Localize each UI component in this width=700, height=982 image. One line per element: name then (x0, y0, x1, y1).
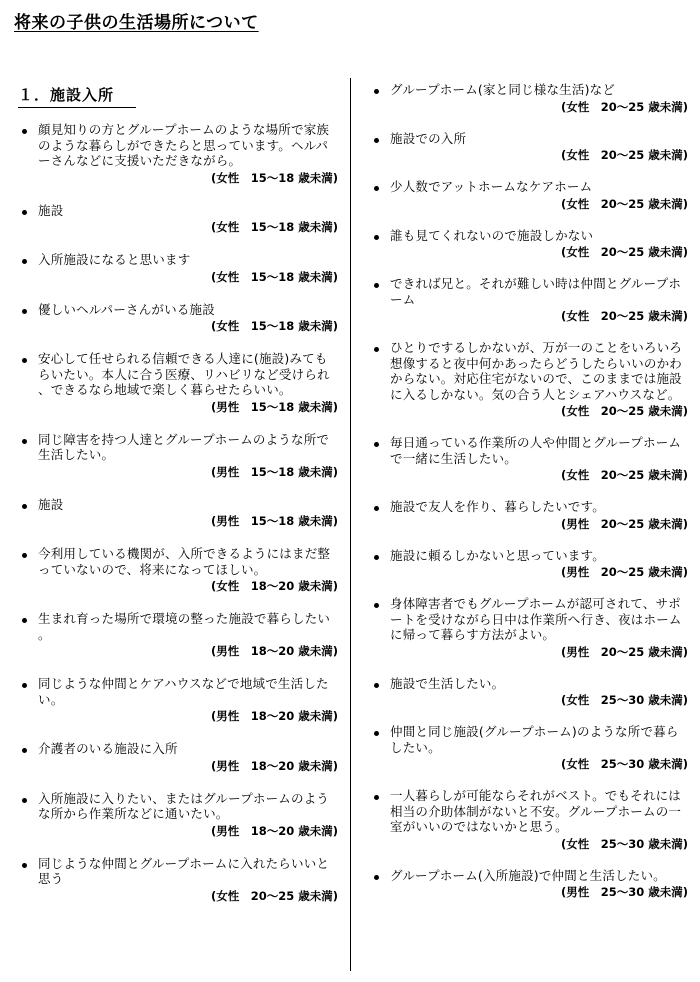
respondent-info: (女性 15～18 歳未満) (210, 170, 338, 185)
list-item (22, 546, 340, 594)
respondent-info: (男性 15～18 歳未満) (210, 514, 338, 528)
bullet-icon (374, 506, 379, 511)
bullet-icon (22, 618, 27, 623)
list-item (374, 179, 690, 212)
item-text: 同じ障害を持つ人達とグループホームのような所で生活したい。 (38, 431, 330, 462)
item-text: 安心して任せられる信頼できる人達に(施設)みてもらいたい。本人に合う医療、リハビリなど受けられ、できるなら地域で楽しく暮らせたらいい。 (38, 351, 330, 397)
item-text: 顔見知りの方とグループホームのような場所で家族のような暮らしができたらと思っています。ヘルパーさんなどに支援いただきながら。 (38, 122, 330, 168)
item-text: 誰も見てくれないので施設しかない (390, 227, 594, 243)
list-item (22, 252, 340, 285)
respondent-info: (男性 18～20 歳未満) (210, 758, 338, 773)
bullet-icon (374, 603, 379, 608)
list-item (374, 499, 690, 532)
respondent-info: (男性 18～20 歳未満) (210, 644, 338, 658)
bullet-icon (374, 186, 379, 191)
bullet-icon (22, 504, 27, 509)
bullet-icon (22, 259, 27, 264)
respondent-info: (男性 25～30 歳未満) (560, 885, 688, 899)
item-text: 毎日通っている作業所の人や仲間とグループホームで一緒に生活したい。 (390, 435, 682, 466)
list-item (22, 203, 340, 236)
item-text: 介護者のいる施設に入所 (38, 741, 178, 756)
list-item (374, 676, 690, 709)
item-text: 施設で友人を作り、暮らしたいです。 (390, 499, 605, 514)
list-item (374, 82, 690, 115)
bullet-icon (374, 283, 379, 288)
item-text: 少人数でアットホームなケアホーム (390, 179, 593, 194)
respondent-info: (男性 20～25 歳未満) (560, 644, 688, 659)
item-text: ひとりでするしかないが、万が一のことをいろいろ想像すると夜中何かあったらどうしたらいいのかわからない。対応住宅がないので、このままでは施設に入るしかない。気の合う人とシェアハウスなど。 (390, 340, 683, 402)
bullet-icon (22, 683, 27, 688)
bullet-icon (22, 553, 27, 558)
list-item (22, 351, 340, 415)
item-text: 入所施設に入りたい、またはグループホームのような所から作業所などに通いたい。 (38, 790, 330, 821)
item-text: 施設での入所 (390, 130, 467, 146)
bullet-icon (22, 863, 27, 868)
item-text: 施設 (38, 202, 64, 218)
respondent-info: (女性 15～18 歳未満) (210, 220, 338, 234)
item-text: 入所施設になると思います (38, 252, 191, 267)
bullet-icon (374, 235, 379, 240)
respondent-info: (男性 18～20 歳未満) (210, 709, 338, 723)
item-text: 施設 (38, 496, 64, 512)
bullet-icon (374, 795, 379, 800)
list-item (374, 435, 690, 483)
list-item (22, 856, 340, 904)
item-text: 施設で生活したい。 (390, 675, 505, 691)
list-item (374, 340, 690, 419)
respondent-info: (女性 25～30 歳未満) (560, 836, 688, 851)
bullet-icon (374, 875, 379, 880)
bullet-icon (374, 442, 379, 447)
respondent-info: (女性 18～20 歳未満) (210, 579, 338, 593)
section-heading: １．施設入所 (18, 84, 136, 108)
respondent-info: (男性 15～18 歳未満) (210, 399, 338, 414)
list-item (374, 724, 690, 772)
left-column-list (22, 122, 340, 921)
bullet-icon (374, 555, 379, 560)
respondent-info: (男性 15～18 歳未満) (210, 464, 338, 479)
bullet-icon (374, 347, 379, 352)
item-text: 仲間と同じ施設(グループホーム)のような所で暮らしたい。 (390, 724, 679, 755)
item-text: 同じような仲間とケアハウスなどで地域で生活したい。 (38, 676, 329, 707)
list-item (22, 791, 340, 839)
respondent-info: (女性 15～18 歳未満) (210, 269, 338, 284)
item-text: 優しいヘルパーさんがいる施設 (38, 301, 215, 317)
respondent-info: (女性 20～25 歳未満) (560, 309, 688, 323)
item-text: 身体障害者でもグループホームが認可されて、サポートを受けながら日中は作業所へ行き、夜はホームに帰って暮らす方法がよい。 (390, 596, 682, 642)
list-item (22, 741, 340, 774)
list-item (374, 596, 690, 660)
item-text: 生まれ育った場所で環境の整った施設で暮らしたい。 (38, 611, 331, 642)
bullet-icon (374, 89, 379, 94)
list-item (374, 868, 690, 901)
respondent-info: (女性 25～30 歳未満) (560, 757, 688, 771)
respondent-info: (女性 20～25 歳未満) (210, 888, 338, 903)
list-item (22, 302, 340, 335)
list-item (22, 122, 340, 186)
list-item (374, 788, 690, 852)
respondent-info: (女性 25～30 歳未満) (560, 693, 688, 707)
respondent-info: (女性 20～25 歳未満) (560, 148, 688, 162)
list-item (374, 276, 690, 324)
item-text: グループホーム(家と同じ様な生活)など (390, 82, 616, 97)
respondent-info: (女性 20～25 歳未満) (560, 99, 688, 114)
item-text: 一人暮らしが可能ならそれがベスト。でもそれには相当の介助体制がないと不安。グループホームの一室がいいのではないかと思う。 (390, 788, 682, 834)
bullet-icon (374, 683, 379, 688)
list-item (374, 131, 690, 164)
bullet-icon (374, 731, 379, 736)
bullet-icon (374, 138, 379, 143)
list-item (22, 676, 340, 724)
column-divider (350, 78, 351, 971)
respondent-info: (女性 20～25 歳未満) (560, 196, 688, 211)
list-item (374, 228, 690, 261)
bullet-icon (22, 439, 27, 444)
bullet-icon (22, 210, 27, 215)
respondent-info: (女性 20～25 歳未満) (560, 468, 688, 482)
bullet-icon (22, 129, 27, 134)
bullet-icon (22, 798, 27, 803)
respondent-info: (男性 18～20 歳未満) (210, 823, 338, 838)
respondent-info: (男性 20～25 歳未満) (560, 565, 688, 579)
item-text: グループホーム(入所施設)で仲間と生活したい。 (390, 867, 666, 883)
item-text: できれば兄と。それが難しい時は仲間とグループホーム (390, 276, 682, 307)
list-item (22, 611, 340, 659)
page-title: 将来の子供の生活場所について (14, 13, 259, 33)
respondent-info: (女性 15～18 歳未満) (210, 319, 338, 333)
bullet-icon (22, 309, 27, 314)
item-text: 今利用している機関が、入所できるようにはまだ整っていないので、将来になってほしい。 (38, 546, 331, 577)
respondent-info: (男性 20～25 歳未満) (560, 516, 688, 531)
right-column-list (374, 82, 690, 916)
list-item (22, 432, 340, 480)
item-text: 同じような仲間とグループホームに入れたらいいと思う (38, 855, 330, 886)
list-item (22, 497, 340, 530)
respondent-info: (女性 20～25 歳未満) (560, 245, 688, 259)
respondent-info: (女性 20～25 歳未満) (560, 404, 688, 418)
bullet-icon (22, 748, 27, 753)
list-item (374, 548, 690, 581)
bullet-icon (22, 358, 27, 363)
item-text: 施設に頼るしかないと思っています。 (390, 547, 605, 563)
